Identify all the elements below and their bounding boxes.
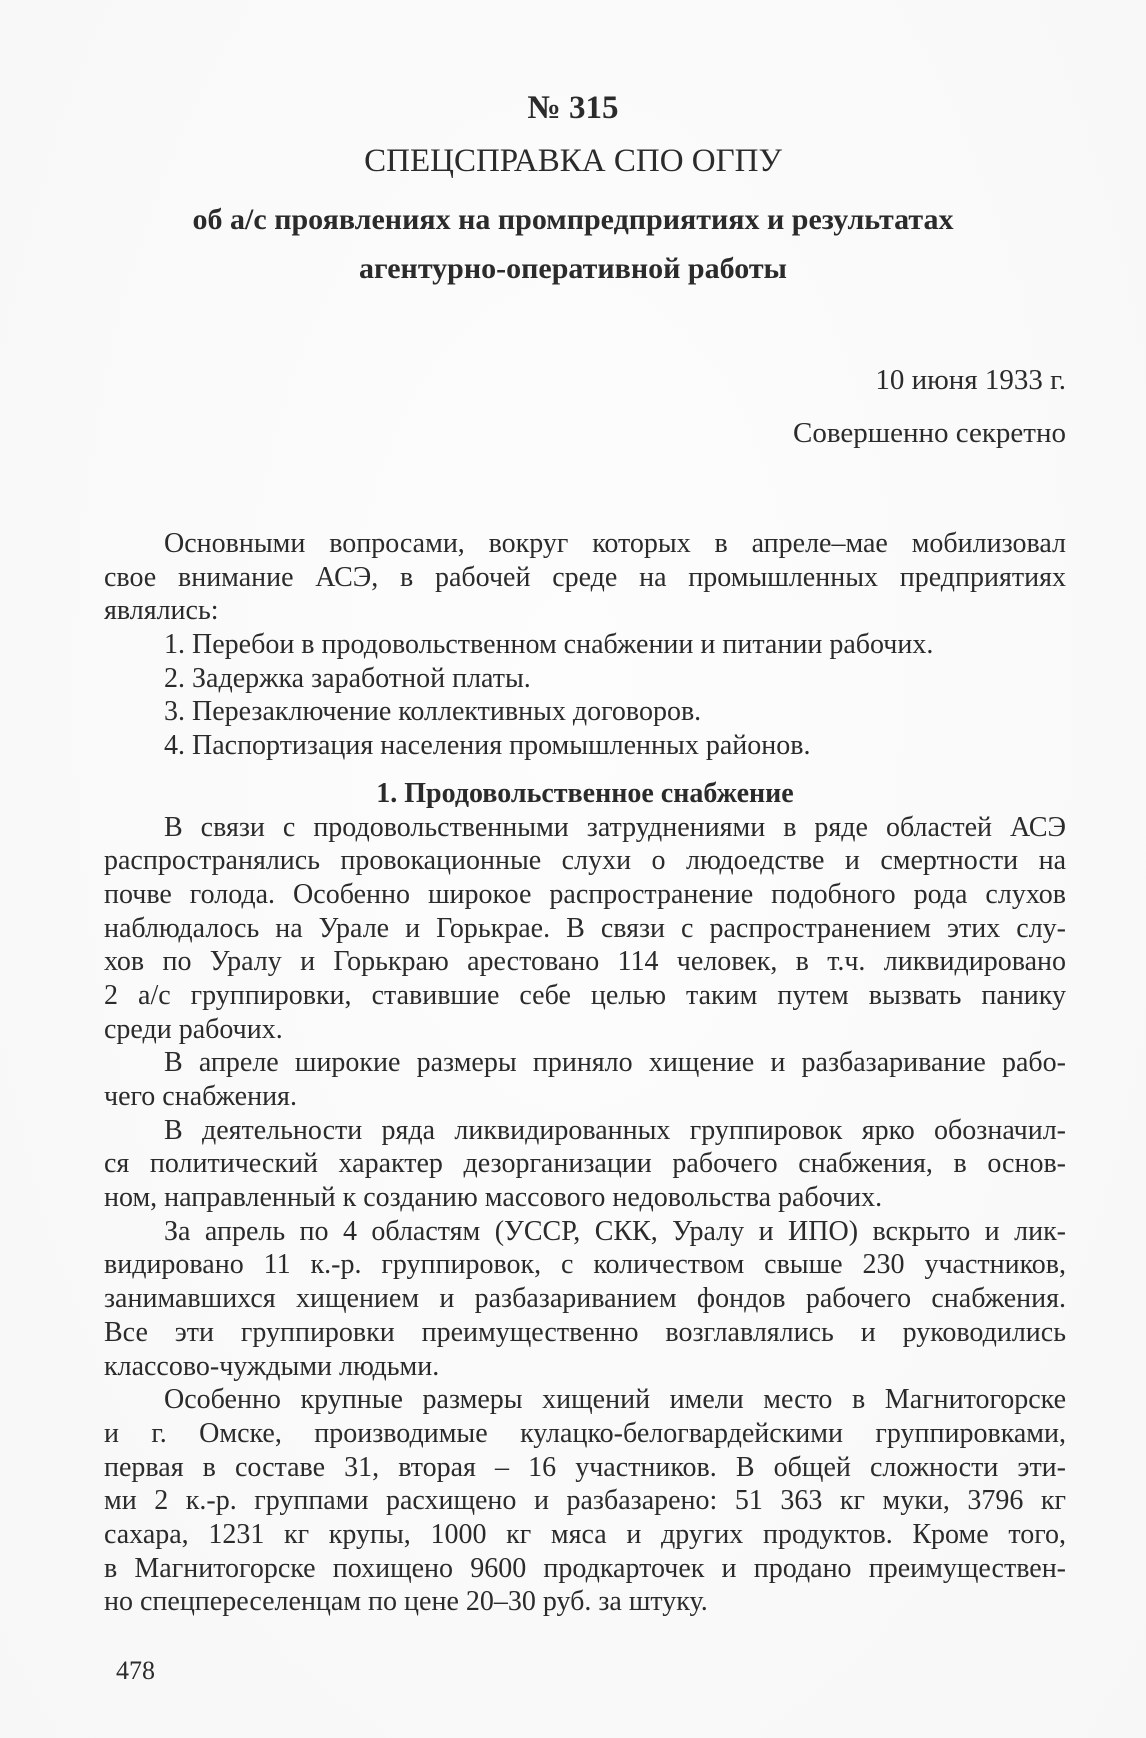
- text-line: сахара, 1231 кг крупы, 1000 кг мяса и других продуктов. Кроме того,: [104, 1518, 1066, 1550]
- text-line: хов по Уралу и Горькраю арестовано 114 человек, в т.ч. ликвидировано: [104, 946, 1066, 978]
- text-line: но спецпереселенцам по цене 20–30 руб. за штуку.: [104, 1586, 708, 1618]
- page-number: 478: [116, 1656, 155, 1685]
- classification-label: Совершенно секретно: [793, 417, 1066, 449]
- document-body: [104, 527, 1066, 1619]
- text-line: первая в составе 31, вторая – 16 участников. В общей сложности эти-: [104, 1451, 1066, 1483]
- text-line: ми 2 к.-р. группами расхищено и разбазарено: 51 363 кг муки, 3796 кг: [104, 1485, 1066, 1517]
- document-type-title: СПЕЦСПРАВКА СПО ОГПУ: [364, 143, 782, 179]
- text-line: свое внимание АСЭ, в рабочей среде на промышленных предприятиях: [104, 561, 1066, 593]
- list-item: 4. Паспортизация населения промышленных районов.: [164, 730, 811, 762]
- text-line: Особенно крупные размеры хищений имели место в Магнитогорске: [164, 1384, 1066, 1416]
- list-item: 2. Задержка заработной платы.: [164, 662, 531, 694]
- document-date: 10 июня 1933 г.: [875, 364, 1066, 396]
- text-line: среди рабочих.: [104, 1013, 283, 1045]
- text-line: ся политический характер дезорганизации рабочего снабжения, в основ-: [104, 1148, 1066, 1180]
- text-line: Основными вопросами, вокруг которых в апреле–мае мобилизовал: [164, 528, 1066, 559]
- text-line: занимавшихся хищением и разбазариванием фондов рабочего снабжения.: [104, 1283, 1066, 1315]
- text-line: видировано 11 к.-р. группировок, с количеством свыше 230 участников,: [104, 1249, 1066, 1281]
- body-paragraph: [104, 1114, 1066, 1215]
- text-line: и г. Омске, производимые кулацко-белогвардейскими группировками,: [104, 1417, 1066, 1449]
- text-line: ном, направленный к созданию массового недовольства рабочих.: [104, 1182, 883, 1214]
- text-line: В апреле широкие размеры приняло хищение и разбазаривание рабо-: [164, 1047, 1066, 1079]
- text-line: За апрель по 4 областям (УССР, СКК, Уралу и ИПО) вскрыто и лик-: [164, 1215, 1066, 1247]
- text-line: 2 а/с группировки, ставившие себе целью таким путем вызвать панику: [104, 979, 1066, 1011]
- text-line: в Магнитогорске похищено 9600 продкарточек и продано преимуществен-: [104, 1552, 1066, 1584]
- issues-list: [104, 628, 1066, 763]
- body-paragraph: [104, 1215, 1066, 1383]
- section-heading: 1. Продовольственное снабжение: [376, 777, 794, 809]
- text-line: распространялись провокационные слухи о людоедстве и смертности на: [104, 845, 1066, 877]
- text-line: Все эти группировки преимущественно возглавлялись и руководились: [104, 1316, 1066, 1348]
- text-line: чего снабжения.: [104, 1081, 297, 1112]
- text-line: почве голода. Особенно широкое распространение подобного рода слухов: [104, 878, 1066, 910]
- document-subtitle-line: агентурно-оперативной работы: [359, 252, 787, 285]
- document-number: № 315: [527, 90, 619, 126]
- intro-paragraph: [104, 527, 1066, 628]
- text-line: классово-чуждыми людьми.: [104, 1350, 440, 1382]
- body-paragraph: [104, 811, 1066, 1047]
- document-subtitle-line: об а/с проявлениях на промпредприятиях и результатах: [192, 203, 954, 236]
- body-paragraph: [104, 1046, 1066, 1113]
- text-line: наблюдалось на Урале и Горькрае. В связи с распространением этих слу-: [104, 912, 1066, 944]
- list-item: 3. Перезаключение коллективных договоров.: [164, 696, 702, 728]
- list-item: 1. Перебои в продовольственном снабжении и питании рабочих.: [164, 629, 934, 661]
- text-line: В деятельности ряда ликвидированных группировок ярко обозначил-: [164, 1114, 1066, 1146]
- body-paragraph: [104, 1383, 1066, 1619]
- text-line: В связи с продовольственными затруднениями в ряде областей АСЭ: [164, 811, 1066, 843]
- text-line: являлись:: [104, 595, 219, 627]
